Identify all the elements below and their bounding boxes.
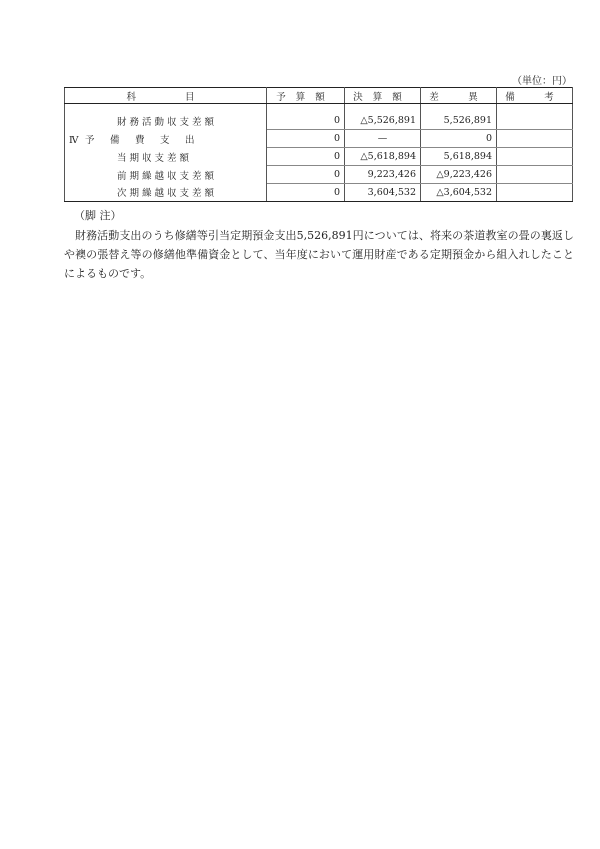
row-budget: 0 [267, 148, 345, 166]
row-budget: 0 [267, 166, 345, 184]
row-variance: 5,526,891 [421, 104, 497, 130]
table-row [65, 184, 573, 202]
row-subject: Ⅳ 予 備 費 支 出 [65, 130, 267, 148]
notes-title: （脚 注） [74, 209, 122, 222]
header-remarks: 備 考 [497, 88, 573, 104]
section-number: Ⅳ [69, 134, 79, 146]
row-remarks [497, 130, 573, 148]
row-budget: 0 [267, 184, 345, 202]
unit-label: （単位：円） [512, 76, 572, 87]
row-variance: 5,618,894 [421, 148, 497, 166]
notes-body: 財務活動支出のうち修繕等引当定期預金支出5,526,891円については、将来の茶道教室の畳の裏返しや襖の張替え等の修繕他準備資金として、当年度において運用財産である定期預金から組入れしたことによるものです。 [64, 229, 574, 280]
row-variance: 0 [421, 130, 497, 148]
row-subject: 前期繰越収支差額 [65, 166, 267, 184]
header-actual: 決算額 [345, 88, 421, 104]
table-row [65, 130, 573, 148]
row-remarks [497, 148, 573, 166]
table-row [65, 166, 573, 184]
row-variance: △9,223,426 [421, 166, 497, 184]
budget-table [64, 87, 573, 202]
table-row [65, 148, 573, 166]
row-remarks [497, 184, 573, 202]
table-row [65, 104, 573, 130]
row-remarks [497, 166, 573, 184]
row-actual: 3,604,532 [345, 184, 421, 202]
row-budget: 0 [267, 130, 345, 148]
header-variance: 差 異 [421, 88, 497, 104]
row-subject: 財務活動収支差額 [65, 104, 267, 130]
row-budget: 0 [267, 104, 345, 130]
header-budget: 予算額 [267, 88, 345, 104]
row-variance: △3,604,532 [421, 184, 497, 202]
table-header-row [65, 88, 573, 104]
row-subject: 当期収支差額 [65, 148, 267, 166]
row-actual: 9,223,426 [345, 166, 421, 184]
row-remarks [497, 104, 573, 130]
row-actual: △5,618,894 [345, 148, 421, 166]
header-subject: 科 目 [65, 88, 267, 104]
row-actual: △5,526,891 [345, 104, 421, 130]
row-actual: — [345, 130, 421, 148]
row-subject: 次期繰越収支差額 [65, 184, 267, 202]
